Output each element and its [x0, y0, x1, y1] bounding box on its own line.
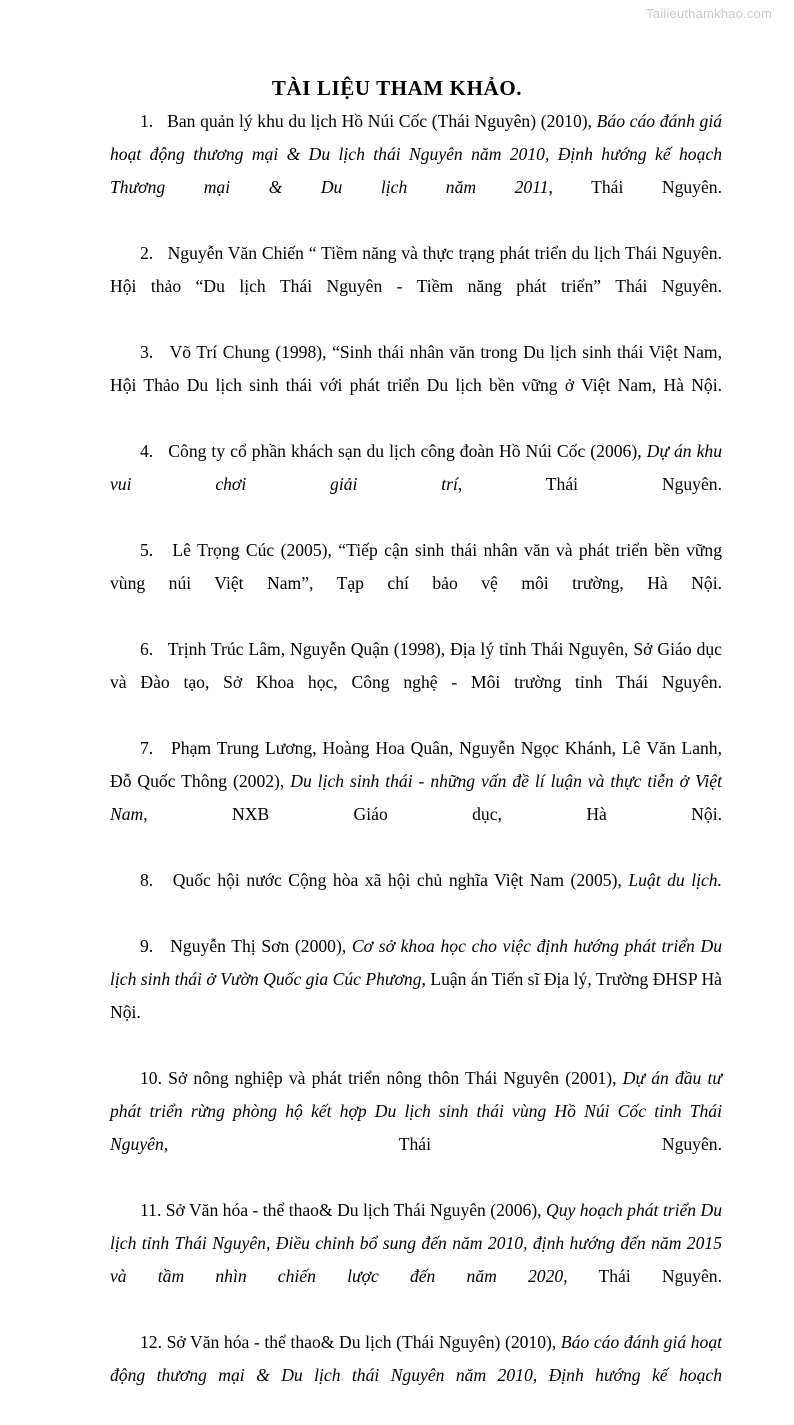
- reference-text: , Thái Nguyên.: [548, 177, 722, 197]
- reference-text: Công ty cổ phần khách sạn du lịch công đoàn Hồ Núi Cốc (2006),: [168, 441, 647, 461]
- reference-entry: [110, 930, 722, 1062]
- reference-text: Võ Trí Chung (1998), “Sinh thái nhân văn trong Du lịch sinh thái Việt Nam, Hội Thảo Du lịch sinh thái với phát triển Du lịch bền vững ở Việt Nam, Hà Nội.: [110, 342, 722, 395]
- reference-number: 11.: [140, 1200, 166, 1220]
- reference-entry: [110, 732, 722, 864]
- reference-number: 12.: [140, 1332, 167, 1352]
- reference-number: 8.: [140, 870, 173, 890]
- reference-text: Phạm Trung Lương, Hoàng Hoa Quân, Nguyễn Ngọc Khánh, Lê Văn Lanh, Đỗ Quốc Thông (2002),: [110, 738, 722, 791]
- reference-entry: [110, 633, 722, 732]
- reference-number: 4.: [140, 441, 169, 461]
- reference-number: 3.: [140, 342, 170, 362]
- reference-title-italic: Cơ sở khoa học cho việc định hướng phát triển Du lịch sinh thái ở Vườn Quốc gia Cúc Phương: [110, 936, 722, 989]
- reference-title-italic: Dự án đầu tư phát triển rừng phòng hộ kết hợp Du lịch sinh thái vùng Hồ Núi Cốc tỉnh Thái Nguyên: [110, 1068, 723, 1154]
- reference-number: 6.: [140, 639, 168, 659]
- reference-title-italic: Quy hoạch phát triển Du lịch tỉnh Thái Nguyên, Điều chỉnh bổ sung đến năm 2010, định hướng đến năm 2015 và tầm nhìn chiến lược đến năm 2020: [110, 1200, 722, 1286]
- reference-entry: [110, 1326, 722, 1425]
- reference-entry: [110, 336, 722, 435]
- reference-entry: [110, 237, 722, 336]
- reference-text: , NXB Giáo dục, Hà Nội.: [143, 804, 722, 824]
- reference-text: Lê Trọng Cúc (2005), “Tiếp cận sinh thái nhân văn và phát triển bền vững vùng núi Việt Nam”, Tạp chí bảo vệ môi trường, Hà Nội.: [110, 540, 723, 593]
- reference-title-italic: Du lịch sinh thái - những vấn đề lí luận và thực tiễn ở Việt Nam: [110, 771, 722, 824]
- reference-title-italic: Luật du lịch.: [628, 870, 722, 890]
- reference-text: , Luận án Tiến sĩ Địa lý, Trường ĐHSP Hà Nội.: [110, 969, 722, 1022]
- reference-text: Ban quản lý khu du lịch Hồ Núi Cốc (Thái Nguyên) (2010),: [167, 111, 597, 131]
- reference-entry: [110, 864, 722, 930]
- reference-text: , Thái Nguyên.: [563, 1266, 722, 1286]
- reference-text: , Thái Nguyên.: [163, 1134, 722, 1154]
- reference-text: Nguyễn Thị Sơn (2000),: [170, 936, 352, 956]
- reference-number: 10.: [140, 1068, 169, 1088]
- reference-text: Sở Văn hóa - thể thao& Du lịch (Thái Nguyên) (2010),: [166, 1332, 561, 1352]
- reference-title-italic: Báo cáo đánh giá hoạt động thương mại & Du lịch thái Nguyên năm 2010, Định hướng kế hoạch Thương mại & Du lịch năm 2011: [110, 111, 723, 197]
- reference-number: 7.: [140, 738, 172, 758]
- reference-list: [110, 105, 722, 1425]
- reference-text: Sở Văn hóa - thể thao& Du lịch Thái Nguyên (2006),: [165, 1200, 546, 1220]
- reference-text: Trịnh Trúc Lâm, Nguyễn Quận (1998), Địa lý tỉnh Thái Nguyên, Sở Giáo dục và Đào tạo, Sở Khoa học, Công nghệ - Môi trường tỉnh Thái Nguyên.: [110, 639, 722, 692]
- reference-entry: [110, 435, 722, 534]
- reference-number: 5.: [140, 540, 173, 560]
- reference-text: Sở nông nghiệp và phát triển nông thôn Thái Nguyên (2001),: [168, 1068, 623, 1088]
- reference-entry: [110, 105, 722, 237]
- reference-title-italic: Dự án khu vui chơi giải trí: [110, 441, 722, 494]
- reference-number: 9.: [140, 936, 171, 956]
- reference-text: Nguyễn Văn Chiến “ Tiềm năng và thực trạng phát triển du lịch Thái Nguyên. Hội thảo “Du lịch Thái Nguyên - Tiềm năng phát triển” Thái Nguyên.: [110, 243, 722, 296]
- reference-text: Quốc hội nước Cộng hòa xã hội chủ nghĩa Việt Nam (2005),: [172, 870, 629, 890]
- reference-entry: [110, 1062, 722, 1194]
- reference-title-italic: Báo cáo đánh giá hoạt động thương mại & Du lịch thái Nguyên năm 2010, Định hướng kế hoạch: [110, 1332, 723, 1385]
- reference-entry: [110, 1194, 722, 1326]
- reference-entry: [110, 534, 722, 633]
- reference-text: , Thái Nguyên.: [457, 474, 722, 494]
- reference-number: 2.: [140, 243, 168, 263]
- site-watermark: Tailieuthamkhao.com: [646, 6, 772, 21]
- page-title: TÀI LIỆU THAM KHẢO.: [271, 76, 523, 101]
- reference-number: 1.: [140, 111, 168, 131]
